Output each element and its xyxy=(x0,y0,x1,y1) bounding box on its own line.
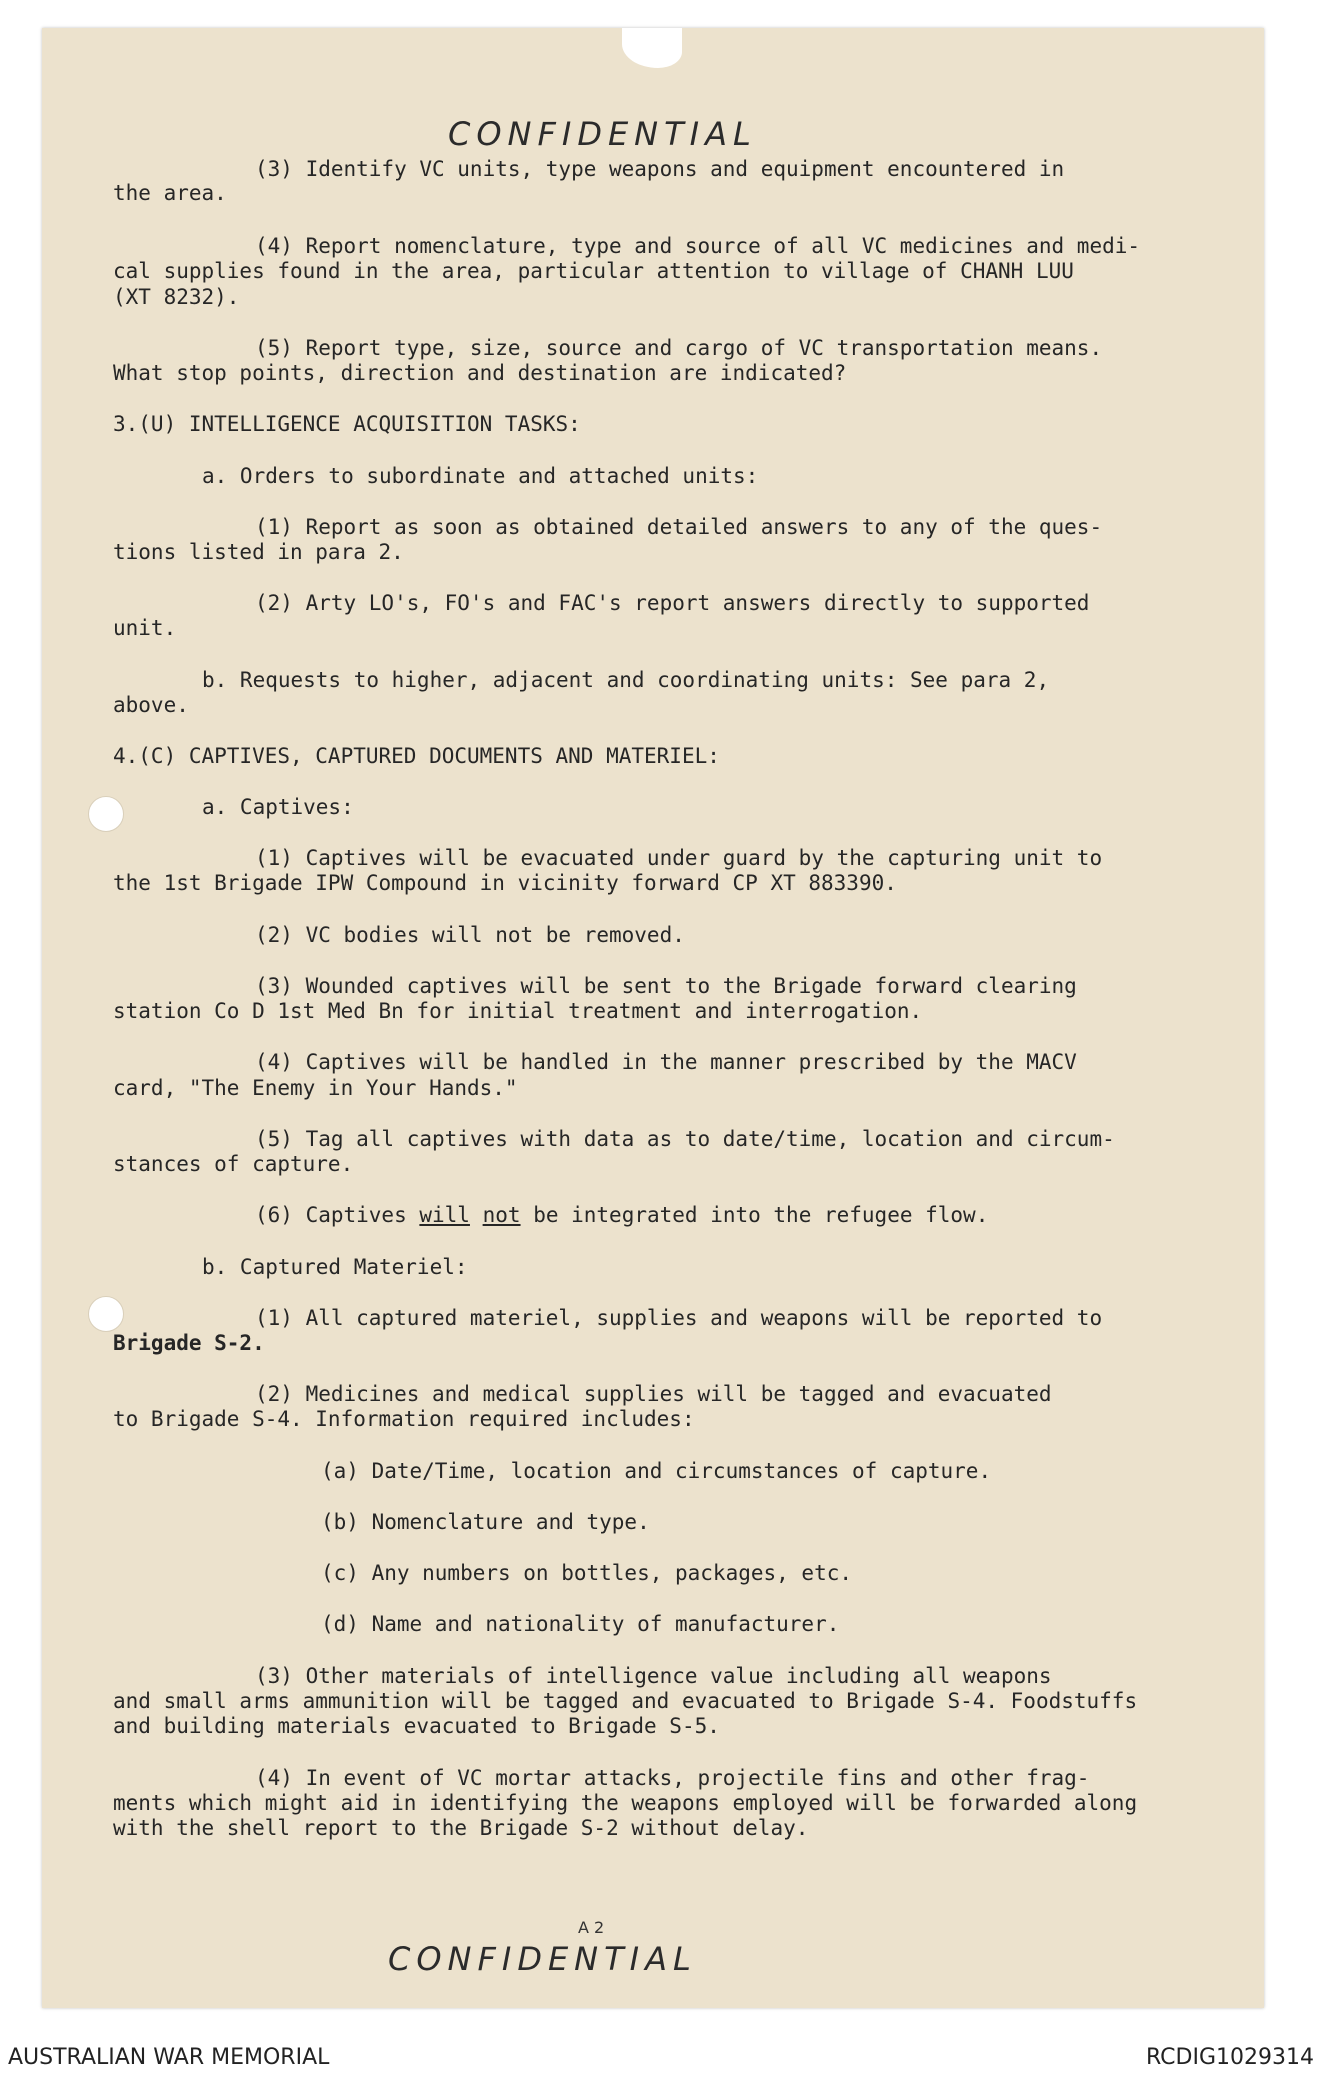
text-line: (1) All captured materiel, supplies and weapons will be reported to xyxy=(255,1306,1103,1330)
text-line: (5) Tag all captives with data as to date/time, location and circum- xyxy=(255,1127,1115,1151)
confidential-stamp-bottom: CONFIDENTIAL xyxy=(388,1940,697,1978)
text-line: unit. xyxy=(113,616,177,640)
text-line: station Co D 1st Med Bn for initial treatment and interrogation. xyxy=(113,999,923,1023)
text-line: with the shell report to the Brigade S-2 without delay. xyxy=(113,1816,809,1840)
text-run: be integrated into the refugee flow. xyxy=(520,1203,989,1227)
archive-institution: AUSTRALIAN WAR MEMORIAL xyxy=(8,2045,330,2070)
text-line: (3) Other materials of intelligence value including all weapons xyxy=(255,1664,1052,1688)
text-line: (2) Medicines and medical supplies will be tagged and evacuated xyxy=(255,1382,1052,1406)
text-line: (b) Nomenclature and type. xyxy=(321,1510,650,1534)
section-heading: 3.(U) INTELLIGENCE ACQUISITION TASKS: xyxy=(113,412,581,436)
text-run xyxy=(470,1203,483,1227)
text-line: card, "The Enemy in Your Hands." xyxy=(113,1076,518,1100)
text-line: the area. xyxy=(113,181,227,205)
punch-hole xyxy=(88,796,124,832)
text-line: a. Captives: xyxy=(202,795,354,819)
text-line: stances of capture. xyxy=(113,1152,354,1176)
text-line: (2) Arty LO's, FO's and FAC's report answers directly to supported xyxy=(255,591,1090,615)
text-line: to Brigade S-4. Information required includes: xyxy=(113,1407,695,1431)
text-line: tions listed in para 2. xyxy=(113,540,404,564)
text-line: the 1st Brigade IPW Compound in vicinity forward CP XT 883390. xyxy=(113,871,897,895)
underlined-word: not xyxy=(482,1203,521,1227)
text-line: (5) Report type, size, source and cargo of VC transportation means. xyxy=(255,336,1103,360)
section-heading: 4.(C) CAPTIVES, CAPTURED DOCUMENTS AND MATERIEL: xyxy=(113,744,720,768)
text-line: ments which might aid in identifying the weapons employed will be forwarded along xyxy=(113,1791,1138,1815)
page-number: A 2 xyxy=(578,1918,605,1937)
text-line: a. Orders to subordinate and attached units: xyxy=(202,464,759,488)
text-line: above. xyxy=(113,693,189,717)
text-line: (d) Name and nationality of manufacturer. xyxy=(321,1612,840,1636)
text-line: (a) Date/Time, location and circumstances of capture. xyxy=(321,1459,992,1483)
text-line: What stop points, direction and destination are indicated? xyxy=(113,361,847,385)
text-line: (3) Wounded captives will be sent to the Brigade forward clearing xyxy=(255,974,1077,998)
text-line: (2) VC bodies will not be removed. xyxy=(255,923,685,947)
text-line: Brigade S-2. xyxy=(113,1331,265,1355)
torn-corner xyxy=(622,28,682,68)
text-line: and small arms ammunition will be tagged and evacuated to Brigade S-4. Foodstuffs xyxy=(113,1689,1138,1713)
text-line: b. Captured Materiel: xyxy=(202,1255,468,1279)
text-run: (6) Captives xyxy=(255,1203,420,1227)
text-line: (1) Report as soon as obtained detailed answers to any of the ques- xyxy=(255,515,1103,539)
text-line: (4) Captives will be handled in the manner prescribed by the MACV xyxy=(255,1050,1077,1074)
archive-reference: RCDIG1029314 xyxy=(1145,2045,1314,2070)
text-line: (4) Report nomenclature, type and source of all VC medicines and medi- xyxy=(255,234,1141,258)
text-line: (3) Identify VC units, type weapons and equipment encountered in xyxy=(255,157,1065,181)
punch-hole xyxy=(88,1296,124,1332)
underlined-word: will xyxy=(419,1203,470,1227)
text-line xyxy=(255,1202,988,1228)
confidential-stamp-top: CONFIDENTIAL xyxy=(448,115,757,153)
text-line: b. Requests to higher, adjacent and coordinating units: See para 2, xyxy=(202,668,1050,692)
text-line: (1) Captives will be evacuated under guard by the capturing unit to xyxy=(255,846,1103,870)
text-line: cal supplies found in the area, particular attention to village of CHANH LUU xyxy=(113,259,1074,283)
text-line: (c) Any numbers on bottles, packages, etc. xyxy=(321,1561,853,1585)
text-line: and building materials evacuated to Brigade S-5. xyxy=(113,1714,720,1738)
text-line: (4) In event of VC mortar attacks, projectile fins and other frag- xyxy=(255,1766,1090,1790)
text-line: (XT 8232). xyxy=(113,285,240,309)
